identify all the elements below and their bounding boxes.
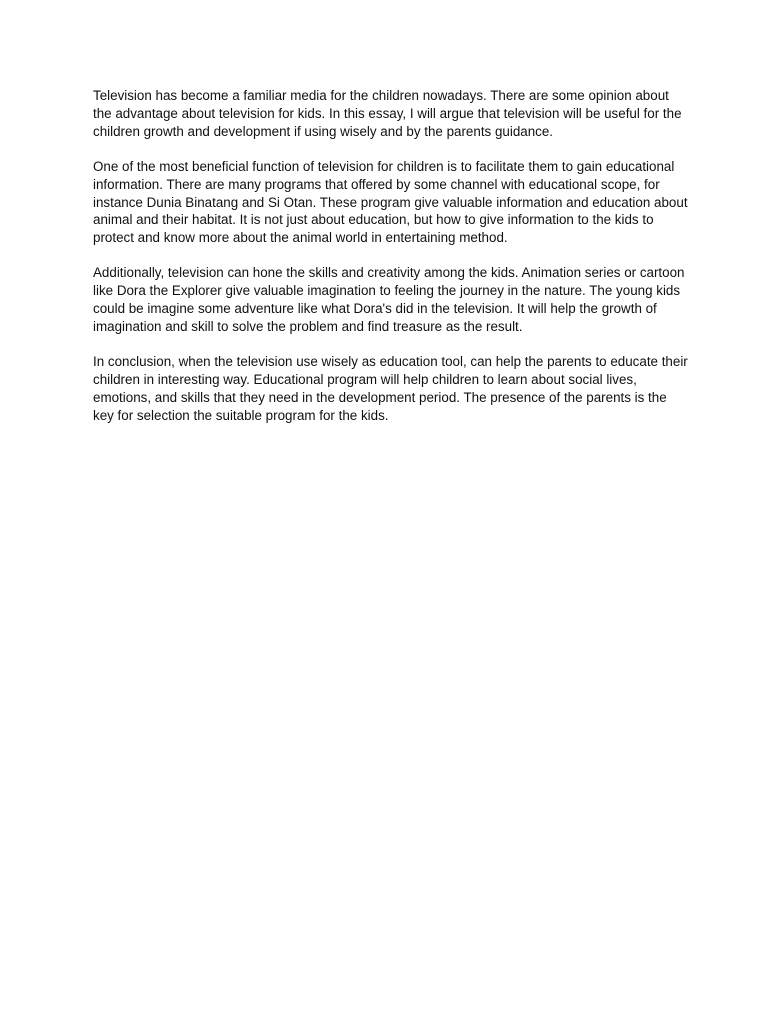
paragraph-skills-creativity: Additionally, television can hone the skills and creativity among the kids. Animation series or cartoon like Dora the Explorer give valuable imagination to feeling the journey in the nature. The young kids could be imagine some adventure like what Dora's did in the television. It will help the growth of imagination and skill to solve the problem and find treasure as the result.	[93, 265, 685, 334]
paragraph-introduction: Television has become a familiar media for the children nowadays. There are some opinion about the advantage about television for kids. In this essay, I will argue that television will be useful for the children growth and development if using wisely and by the parents guidance.	[93, 88, 682, 139]
paragraph-conclusion: In conclusion, when the television use wisely as education tool, can help the parents to educate their children in interesting way. Educational program will help children to learn about social lives, emotions, and skills that they need in the development period. The presence of the parents is the key for selection the suitable program for the kids.	[93, 353, 688, 423]
paragraph-educational-information: One of the most beneficial function of television for children is to facilitate them to gain educational information. There are many programs that offered by some channel with educational scope, for instance Dunia Binatang and Si Otan. These program give valuable information and education about animal and their habitat. It is not just about education, but how to give information to the kids to protect and know more about the animal world in entertaining method.	[93, 158, 688, 246]
essay-body	[93, 87, 688, 425]
